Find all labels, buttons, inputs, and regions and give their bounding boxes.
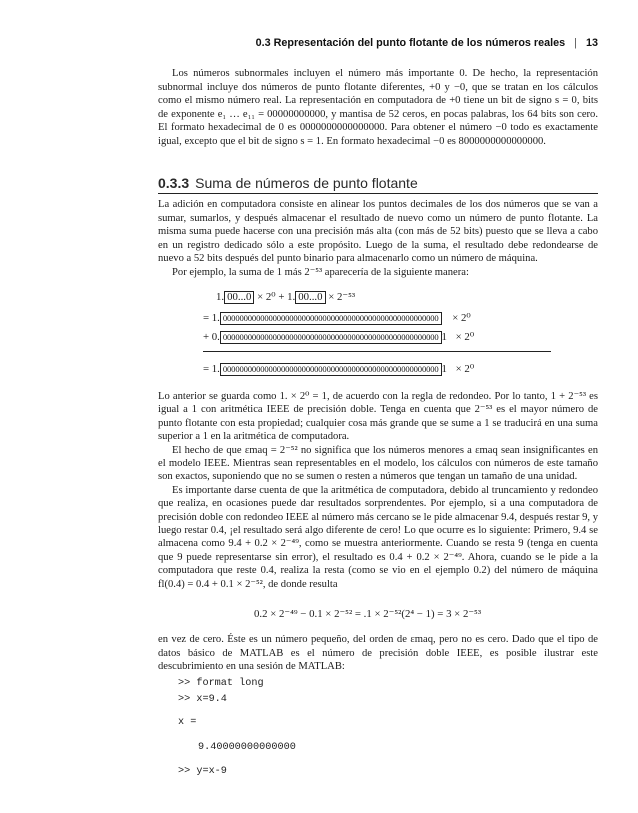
math-tail: × 2⁻⁵³ <box>328 291 356 303</box>
math-lead: = 1. <box>203 363 220 375</box>
paragraph-text: Los números subnormales incluyen el número más importante 0. De hecho, la representación subnormal incluye dos números de punto flotante diferentes, +0 y −0, que se tratan en los cálculos como el mismo número real. La representación en computadora de +0 tiene un bit de signo s = 0, bits de exponente e₁ … e₁₁ = 00000000000, y mantisa de 52 ceros, en pocas palabras, los 64 bits son cero. El formato hexadecimal de 0 es 0000000000000000. Para obtener el número −0 todo es exactamente igual, excepto que el bit de signo s = 1. En formato hexadecimal −0 es 8000000000000000. <box>158 68 598 147</box>
section-number: 0.3.3 <box>158 175 190 191</box>
math-lead: + 0. <box>203 331 220 343</box>
mantissa-box: 00...0 <box>295 291 325 304</box>
paragraph-rounding <box>158 390 598 591</box>
mantissa-box: 0000000000000000000000000000000000000000000000000000 <box>220 312 442 325</box>
math-mid: × 2⁰ + 1. <box>257 291 296 303</box>
header-section-title: Representación del punto flotante de los números reales <box>273 37 566 49</box>
section-heading <box>158 175 598 194</box>
math-row-2 <box>203 311 471 325</box>
code-line: >> y=x-9 <box>178 766 227 777</box>
header-section-number: 0.3 <box>255 37 271 49</box>
extra-bit: 1 <box>441 363 447 375</box>
code-line: x = <box>178 717 197 728</box>
math-lead: 1. <box>216 291 225 303</box>
extra-bit: 1 <box>441 331 447 343</box>
math-row-1 <box>216 290 355 304</box>
running-header <box>256 37 598 49</box>
math-row-3 <box>203 330 474 344</box>
sum-rule <box>203 351 551 352</box>
paragraph-matlab-intro <box>158 633 598 674</box>
math-tail: × 2⁰ <box>455 363 475 375</box>
section-title: Suma de números de punto flotante <box>195 175 418 191</box>
paragraph-epsilon: El hecho de que εmaq = 2⁻⁵² no significa que los números menores a εmaq sean insignificantes en el modelo IEEE. Mientras sean representables en el modelo, los cálculos con números de este tamaño son exactos, suponiendo que no se sumen o resten a números que tengan un tamaño de una unidad. <box>158 444 598 483</box>
math-tail: × 2⁰ <box>452 312 471 324</box>
paragraph-text: La adición en computadora consiste en alinear los puntos decimales de los dos números que se van a sumar, sumarlos, y después almacenar el resultado de nuevo como un número de punto flotante. La misma suma puede hacerse con una precisión más alta (con más de 52 bits) puesto que se lleva a cabo en un registro dedicado sólo a este propósito. Luego de la suma, el resultado debe redondearse de nuevo a 52 bits después del punto binario para almacenarlo como un número de máquina. <box>158 199 598 265</box>
paragraph-text: Lo anterior se guarda como 1. × 2⁰ = 1, de acuerdo con la regla de redondeo. Por lo tanto, 1 + 2⁻⁵³ es igual a 1 con aritmética IEEE de precisión doble. Tenga en cuenta que 2⁻⁵³ es el mayor número de punto flotante con esta propiedad; cualquier cosa más grande que se sume a 1 se traducirá en una suma superior a 1 en la aritmética de computadora. <box>158 391 598 443</box>
mantissa-box: 0000000000000000000000000000000000000000000000000000 <box>220 331 442 344</box>
mantissa-box: 0000000000000000000000000000000000000000000000000000 <box>220 363 442 376</box>
math-row-4 <box>203 362 474 376</box>
paragraph-subnormal <box>158 67 598 149</box>
page-number: 13 <box>585 37 598 49</box>
paragraph-addition <box>158 198 598 280</box>
code-line: 9.40000000000000 <box>198 742 296 753</box>
math-tail: × 2⁰ <box>455 331 475 343</box>
code-line: >> x=9.4 <box>178 694 227 705</box>
display-equation: 0.2 × 2⁻⁴⁹ − 0.1 × 2⁻⁵² = .1 × 2⁻⁵²(2⁴ − 1) = 3 × 2⁻⁵³ <box>254 608 482 620</box>
code-line: >> format long <box>178 678 264 689</box>
paragraph-text: en vez de cero. Éste es un número pequeño, del orden de εmaq, pero no es cero. Dado que el tipo de datos básico de MATLAB es el número de precisión doble IEEE, es posible ilustrar este descubrimiento en una sesión de MATLAB: <box>158 634 598 673</box>
paragraph-surprising: Es importante darse cuenta de que la aritmética de computadora, debido al truncamiento y redondeo que realiza, en ocasiones puede dar resultados sorprendentes. Por ejemplo, si a una computadora de precisión doble con redondeo IEEE al número más cercano se le pide almacenar 9.4, después restar 9, y luego restar 0.4, ¡el resultado será algo diferente de cero! Lo que ocurre es lo siguiente: Primero, 9.4 se almacena como 9.4 + 0.2 × 2⁻⁴⁹, como se muestra anteriormente. Cuando se resta 9 (tenga en cuenta que 9 puede representarse sin error), el resultado es 0.4 + 0.2 × 2⁻⁴⁹. Ahora, cuando se le pide a la computadora que reste 0.4, realiza la resta (como se vio en el ejemplo 0.2) del número de máquina fl(0.4) = 0.4 + 0.1 × 2⁻⁵², de donde resulta <box>158 484 598 590</box>
math-lead: = 1. <box>203 312 220 324</box>
header-separator: | <box>574 37 577 49</box>
paragraph-example-intro: Por ejemplo, la suma de 1 más 2⁻⁵³ aparecería de la siguiente manera: <box>172 266 469 278</box>
mantissa-box: 00...0 <box>224 291 254 304</box>
